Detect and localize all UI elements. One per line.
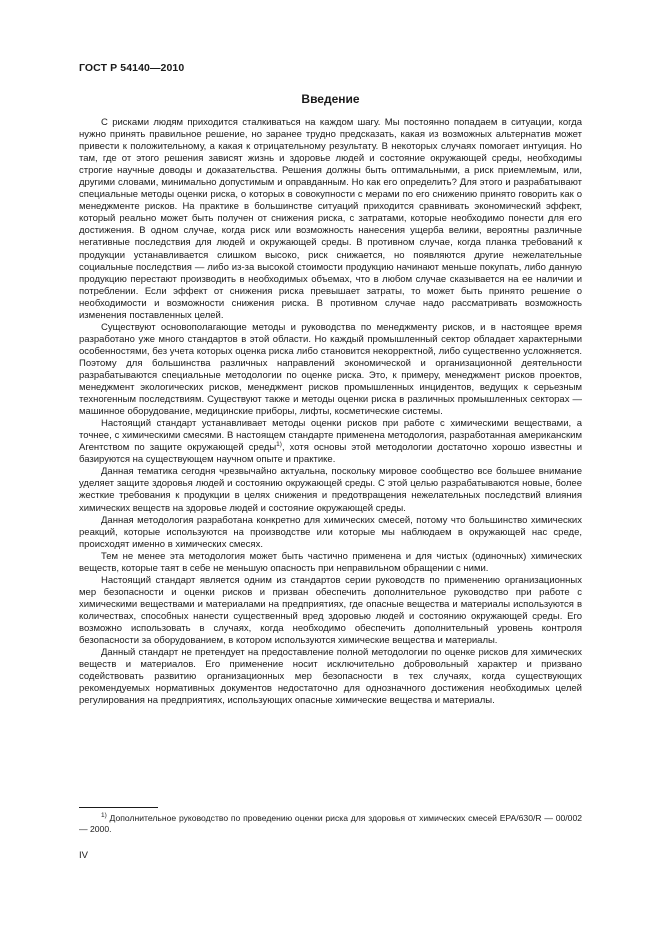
- page-number: IV: [79, 850, 88, 861]
- paragraph-2: Существуют основополагающие методы и руководства по менеджменту рисков, и в настоящее время разработано уже много стандартов в этой области. Но каждый промышленный сектор обладает характерными особенностями, без учета которых оценка риска либо становится некорректной, либо существенно усложняется. Поэтому для большинства различных направлений экономической и организационной деятельности разрабатываются специальные методологии по оценке риска. Это, к примеру, менеджмент рисков проектов, менеджмент экологических рисков, менеджмент рисков промышленных инцидентов, ведущих к серьезным техногенным последствиям. Существуют также и методы оценки риска в различных промышленных секторах — машинное оборудование, медицинские приборы, лифты, косметические системы.: [79, 321, 582, 418]
- paragraph-1: С рисками людям приходится сталкиваться на каждом шагу. Мы постоянно попадаем в ситуации, когда нужно принять правильное решение, но заранее трудно предсказать, какая из возможных альтернатив может привести к положительному, а какая к отрицательному результату. В некоторых случаях помогает интуиция. Но там, где от этого решения зависят жизнь и здоровье людей и состояние окружающей среды, необходимы строгие научные доводы и доказательства. Решения должны быть оптимальными, а риск приемлемым, или, другими словами, минимально допустимым и оправданным. Но как его определить? Для этого и разрабатывают специальные методы оценки риска, о которых в совокупности с мерами по его снижению принято говорить как о менеджменте рисков. На практике в большинстве ситуаций приходится сравнивать экономический эффект, который реально может быть получен от снижения риска, с затратами, которые необходимо понести для его достижения. В одном случае, когда риск или возможность нанесения ущерба велики, вероятны различные негативные последствия для людей и окружающей среды. В противном случае, когда планка требований к продукции устанавливается слишком высоко, риск снижается, но появляются другие нежелательные социальные последствия — либо из-за высокой стоимости продукцию начинают меньше покупать, либо данную продукцию перестают производить в необходимых объемах, что в любом случае сказывается на ее наличии и потреблении. Если эффект от снижения риска превышает затраты, то может быть принято решение о необходимости и возможности снижения риска. В противном случае надо рассматривать возможность изменения поставленных целей.: [79, 117, 582, 321]
- section-title: Введение: [301, 92, 360, 106]
- paragraph-5: Данная методология разработана конкретно для химических смесей, потому что большинство химических реакций, которые используются на производстве или которые мы наблюдаем в окружающей нас среде, происходят именно в химических смесях.: [79, 514, 582, 550]
- paragraph-6: Тем не менее эта методология может быть частично применена и для чистых (одиночных) химических веществ, которые таят в себе не меньшую опасность при неправильном обращении с ними.: [79, 550, 582, 574]
- paragraph-7: Настоящий стандарт является одним из стандартов серии руководств по применению организационных мер безопасности и оценки рисков и призван обеспечить дополнительное руководство при работе с химическими веществами и материалами на предприятиях, где опасные вещества и материалы используются в количествах, способных нанести существенный вред здоровью людей и состоянию окружающей среды. Его возможно использовать в случаях, когда необходимо обеспечить дополнительный уровень контроля безопасности за оборудованием, в котором используются химические вещества и материалы.: [79, 574, 582, 647]
- paragraph-8: Данный стандарт не претендует на предоставление полной методологии по оценке рисков для химических веществ и материалов. Его применение носит исключительно добровольный характер и призвано содействовать развитию организационных мер безопасности в тех случаях, когда существующих рекомендуемых нормативных документов недостаточно для однозначного достижения необходимых целей регулирования на предприятиях, использующих опасные химические вещества и материалы.: [79, 647, 582, 707]
- paragraph-4: Данная тематика сегодня чрезвычайно актуальна, поскольку мировое сообщество все большее внимание уделяет защите здоровья людей и состоянию окружающей среды. С этой целью разрабатываются новые, более жесткие требования к продукции в целях снижения и предотвращения нежелательных последствий влияния химических веществ на здоровье людей и состояние окружающей среды.: [79, 466, 582, 514]
- footnote-reference: 1): [276, 441, 282, 449]
- paragraph-3: [79, 418, 582, 466]
- paragraph-3-before: Настоящий стандарт устанавливает методы оценки рисков при работе с химическими веществами, а точнее, с химическими смесями. В настоящем стандарте применена методология, разработанная американским Агентством по защите окружающей среды: [79, 418, 582, 454]
- footnote-text: Дополнительное руководство по проведению оценки риска для здоровья от химических смесей EPA/630/R — 00/002 — 2000.: [79, 813, 582, 834]
- footnote-separator: [79, 807, 158, 808]
- document-header: ГОСТ Р 54140—2010: [79, 62, 185, 74]
- footnote-marker: 1): [101, 812, 107, 820]
- footnote: [79, 813, 582, 835]
- body-text: [79, 117, 582, 707]
- paragraph-3-after: , хотя основы этой методологии достаточно хорошо известны и базируются на существующем научном опыте и практике.: [79, 442, 582, 466]
